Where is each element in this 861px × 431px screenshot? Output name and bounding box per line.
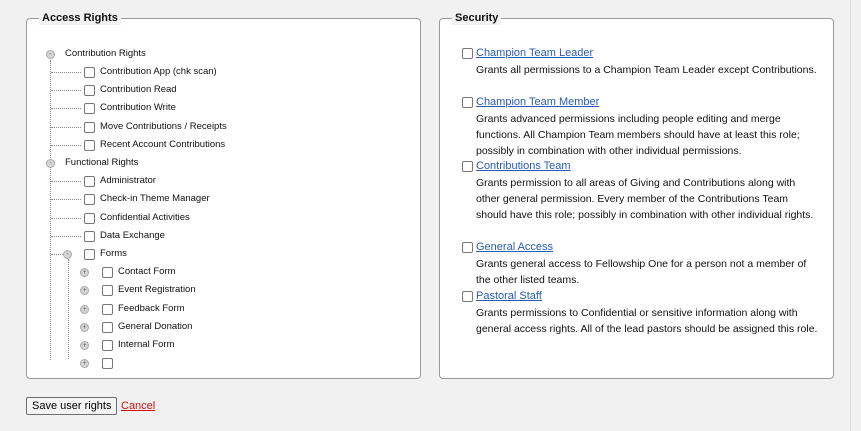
tree-item[interactable] <box>27 319 407 335</box>
general-access-checkbox[interactable] <box>462 242 473 253</box>
data-exchange-checkbox[interactable] <box>84 231 95 242</box>
expand-icon[interactable]: + <box>80 323 89 332</box>
recent-account-contributions-checkbox[interactable] <box>84 140 95 151</box>
pastoral-staff-description: Grants permissions to Confidential or sensitive information along with general access rights. All of the lead pastors should be assigned this role. <box>476 307 818 335</box>
tree-label: Functional Rights <box>65 157 139 168</box>
contribution-app-checkbox[interactable] <box>84 67 95 78</box>
champion-team-leader-description: Grants all permissions to a Champion Team Leader except Contributions. <box>476 64 817 76</box>
expand-icon: + <box>80 359 89 368</box>
tree-label: Contribution Rights <box>65 48 146 59</box>
tree-label: Data Exchange <box>100 230 165 241</box>
champion-team-member-link[interactable]: Champion Team Member <box>476 96 600 108</box>
tree-item[interactable] <box>27 82 407 98</box>
cancel-link[interactable]: Cancel <box>121 400 156 412</box>
check-in-theme-manager-checkbox[interactable] <box>84 194 95 205</box>
contributions-team-checkbox[interactable] <box>462 161 473 172</box>
tree-item[interactable] <box>27 137 407 153</box>
tree-label: General Donation <box>118 321 193 332</box>
champion-team-member-description: Grants advanced permissions including people editing and merge functions. All Champion Team members should have at least this role; possibly in combination with other individual permissions. <box>476 113 800 157</box>
contribution-read-checkbox[interactable] <box>84 85 95 96</box>
contribution-write-checkbox[interactable] <box>84 103 95 114</box>
general-access-link[interactable]: General Access <box>476 241 554 253</box>
tree-group-functional-rights[interactable] <box>27 155 407 171</box>
tree-label: Contribution Write <box>100 102 176 113</box>
collapse-icon[interactable]: - <box>63 250 72 259</box>
tree-label: Recent Account Contributions <box>100 139 226 150</box>
champion-team-leader-checkbox[interactable] <box>462 48 473 59</box>
general-donation-checkbox[interactable] <box>102 322 113 333</box>
expand-icon[interactable]: + <box>80 341 89 350</box>
tree-label: Contribution App (chk scan) <box>100 66 217 77</box>
tree-label: Contribution Read <box>100 84 177 95</box>
forms-checkbox[interactable] <box>84 249 95 260</box>
tree-label: Administrator <box>100 175 156 186</box>
access-rights-tree[interactable] <box>27 19 420 378</box>
contact-form-checkbox[interactable] <box>102 267 113 278</box>
contributions-team-link[interactable]: Contributions Team <box>476 160 571 172</box>
collapse-icon[interactable]: - <box>46 50 55 59</box>
expand-icon[interactable]: + <box>80 268 89 277</box>
expand-icon[interactable]: + <box>80 286 89 295</box>
tree-item[interactable] <box>27 228 407 244</box>
pastoral-staff-link[interactable]: Pastoral Staff <box>476 290 542 302</box>
tree-label: Event Registration <box>118 284 196 295</box>
tree-item[interactable] <box>27 337 407 353</box>
tree-item[interactable] <box>27 100 407 116</box>
security-legend: Security <box>452 12 501 25</box>
event-registration-checkbox[interactable] <box>102 285 113 296</box>
tree-item[interactable] <box>27 210 407 226</box>
collapse-icon[interactable]: - <box>46 159 55 168</box>
tree-label: Contact Form <box>118 266 176 277</box>
tree-group-contribution-rights[interactable] <box>27 46 407 62</box>
tree-item[interactable] <box>27 282 407 298</box>
tree-item[interactable] <box>27 191 407 207</box>
tree-label: Move Contributions / Receipts <box>100 121 227 132</box>
access-rights-panel <box>26 12 421 379</box>
tree-item-forms[interactable] <box>27 246 407 262</box>
contributions-team-description: Grants permission to all areas of Giving and Contributions along with other general permission. Every member of the Contributions Team should have this role; possibly in combination with other individual rights. <box>476 177 814 221</box>
page-edge-divider <box>850 0 851 431</box>
administrator-checkbox[interactable] <box>84 176 95 187</box>
tree-item[interactable] <box>27 173 407 189</box>
general-access-description: Grants general access to Fellowship One for a person not a member of the other listed teams. <box>476 258 807 286</box>
tree-label: Confidential Activities <box>100 212 190 223</box>
security-panel <box>439 12 834 379</box>
tree-label: Check-in Theme Manager <box>100 193 210 204</box>
access-rights-legend: Access Rights <box>39 12 121 25</box>
tree-item[interactable] <box>27 264 407 280</box>
tree-label: Feedback Form <box>118 303 185 314</box>
save-user-rights-button[interactable]: Save user rights <box>26 397 117 415</box>
checkbox <box>102 358 113 369</box>
tree-label: Internal Form <box>118 339 175 350</box>
tree-item[interactable] <box>27 64 407 80</box>
champion-team-member-checkbox[interactable] <box>462 97 473 108</box>
tree-item[interactable] <box>27 119 407 135</box>
tree-label: Forms <box>100 248 127 259</box>
move-contributions-checkbox[interactable] <box>84 122 95 133</box>
tree-item-clipped <box>27 355 407 367</box>
feedback-form-checkbox[interactable] <box>102 304 113 315</box>
champion-team-leader-link[interactable]: Champion Team Leader <box>476 47 594 59</box>
internal-form-checkbox[interactable] <box>102 340 113 351</box>
tree-item[interactable] <box>27 301 407 317</box>
pastoral-staff-checkbox[interactable] <box>462 291 473 302</box>
confidential-activities-checkbox[interactable] <box>84 213 95 224</box>
expand-icon[interactable]: + <box>80 305 89 314</box>
